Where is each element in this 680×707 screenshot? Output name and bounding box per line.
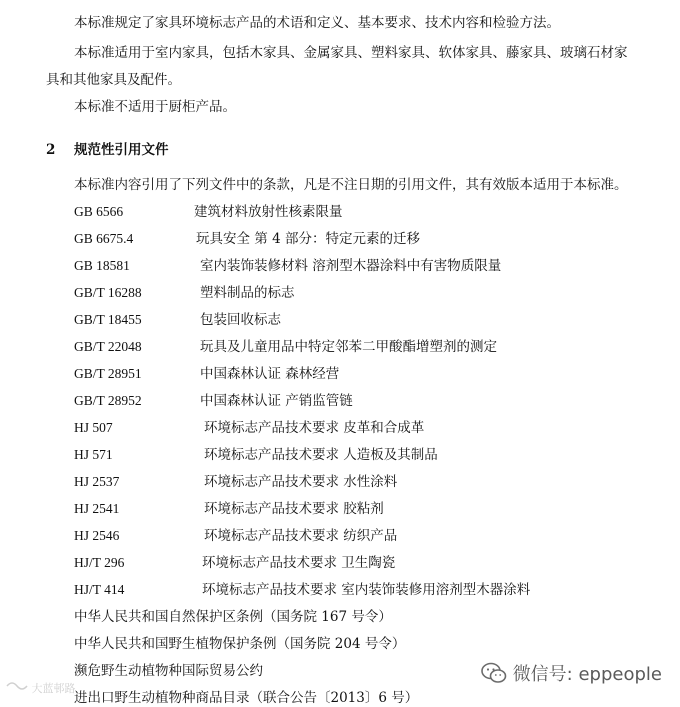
reference-title: 环境标志产品技术要求 纺织产品	[204, 528, 398, 544]
reference-code: HJ 571	[74, 447, 113, 462]
reference-title: 塑料制品的标志	[200, 285, 295, 301]
intro-line-1: 本标准规定了家具环境标志产品的术语和定义、基本要求、技术内容和检验方法。	[74, 15, 560, 31]
reference-title: 中国森林认证 森林经营	[200, 366, 340, 382]
reference-title: 室内装饰装修材料 溶剂型木器涂料中有害物质限量	[200, 258, 502, 274]
intro-line-3: 本标准不适用于厨柜产品。	[74, 99, 236, 115]
reference-code: GB/T 22048	[74, 339, 142, 354]
wechat-id: 微信号: eppeople	[512, 664, 662, 685]
reference-title: 包装回收标志	[200, 312, 281, 328]
reference-title: 环境标志产品技术要求 卫生陶瓷	[202, 555, 396, 571]
section-lead: 本标准内容引用了下列文件中的条款，凡是不注日期的引用文件，其有效版本适用于本标准。	[74, 177, 628, 193]
regulation-item: 中华人民共和国野生植物保护条例（国务院 204 号令）	[74, 636, 406, 652]
reference-code: GB/T 16288	[74, 285, 142, 300]
reference-code: GB/T 28952	[74, 393, 142, 408]
reference-title: 环境标志产品技术要求 人造板及其制品	[204, 447, 438, 463]
intro-line-2a: 本标准适用于室内家具，包括木家具、金属家具、塑料家具、软体家具、藤家具、玻璃石材家	[74, 45, 628, 61]
regulation-item: 濒危野生动植物种国际贸易公约	[74, 663, 263, 679]
intro-line-2b: 具和其他家具及配件。	[46, 72, 181, 88]
reference-code: GB 6675.4	[74, 231, 134, 246]
section-number: 2	[46, 142, 56, 158]
reference-title: 环境标志产品技术要求 皮革和合成革	[204, 420, 425, 436]
reference-title: 玩具安全 第 4 部分：特定元素的迁移	[196, 231, 420, 247]
reference-code: GB 18581	[74, 258, 130, 273]
section-title: 规范性引用文件	[74, 142, 169, 158]
reference-title: 环境标志产品技术要求 胶粘剂	[204, 501, 384, 517]
reference-code: GB 6566	[74, 204, 124, 219]
reference-title: 环境标志产品技术要求 水性涂料	[204, 474, 398, 490]
corner-watermark	[6, 680, 76, 696]
wechat-watermark	[481, 660, 662, 689]
section-heading	[46, 138, 169, 158]
reference-title: 中国森林认证 产销监管链	[200, 393, 353, 409]
reference-code: HJ 2537	[74, 474, 120, 489]
reference-code: GB/T 28951	[74, 366, 142, 381]
corner-watermark-logo-icon	[6, 682, 32, 695]
reference-code: HJ/T 296	[74, 555, 125, 570]
reference-code: GB/T 18455	[74, 312, 142, 327]
corner-watermark-text: 大蓝邨路	[31, 682, 76, 695]
wechat-icon	[481, 662, 507, 689]
reference-title: 建筑材料放射性核素限量	[194, 204, 343, 220]
reference-code: HJ/T 414	[74, 582, 125, 597]
reference-code: HJ 507	[74, 420, 113, 435]
regulation-item: 进出口野生动植物种商品目录（联合公告〔2013〕6 号）	[74, 690, 419, 706]
reference-code: HJ 2541	[74, 501, 120, 516]
reference-title: 环境标志产品技术要求 室内装饰装修用溶剂型木器涂料	[202, 582, 531, 598]
reference-title: 玩具及儿童用品中特定邻苯二甲酸酯增塑剂的测定	[200, 339, 497, 355]
reference-code: HJ 2546	[74, 528, 120, 543]
regulation-item: 中华人民共和国自然保护区条例（国务院 167 号令）	[74, 609, 392, 625]
